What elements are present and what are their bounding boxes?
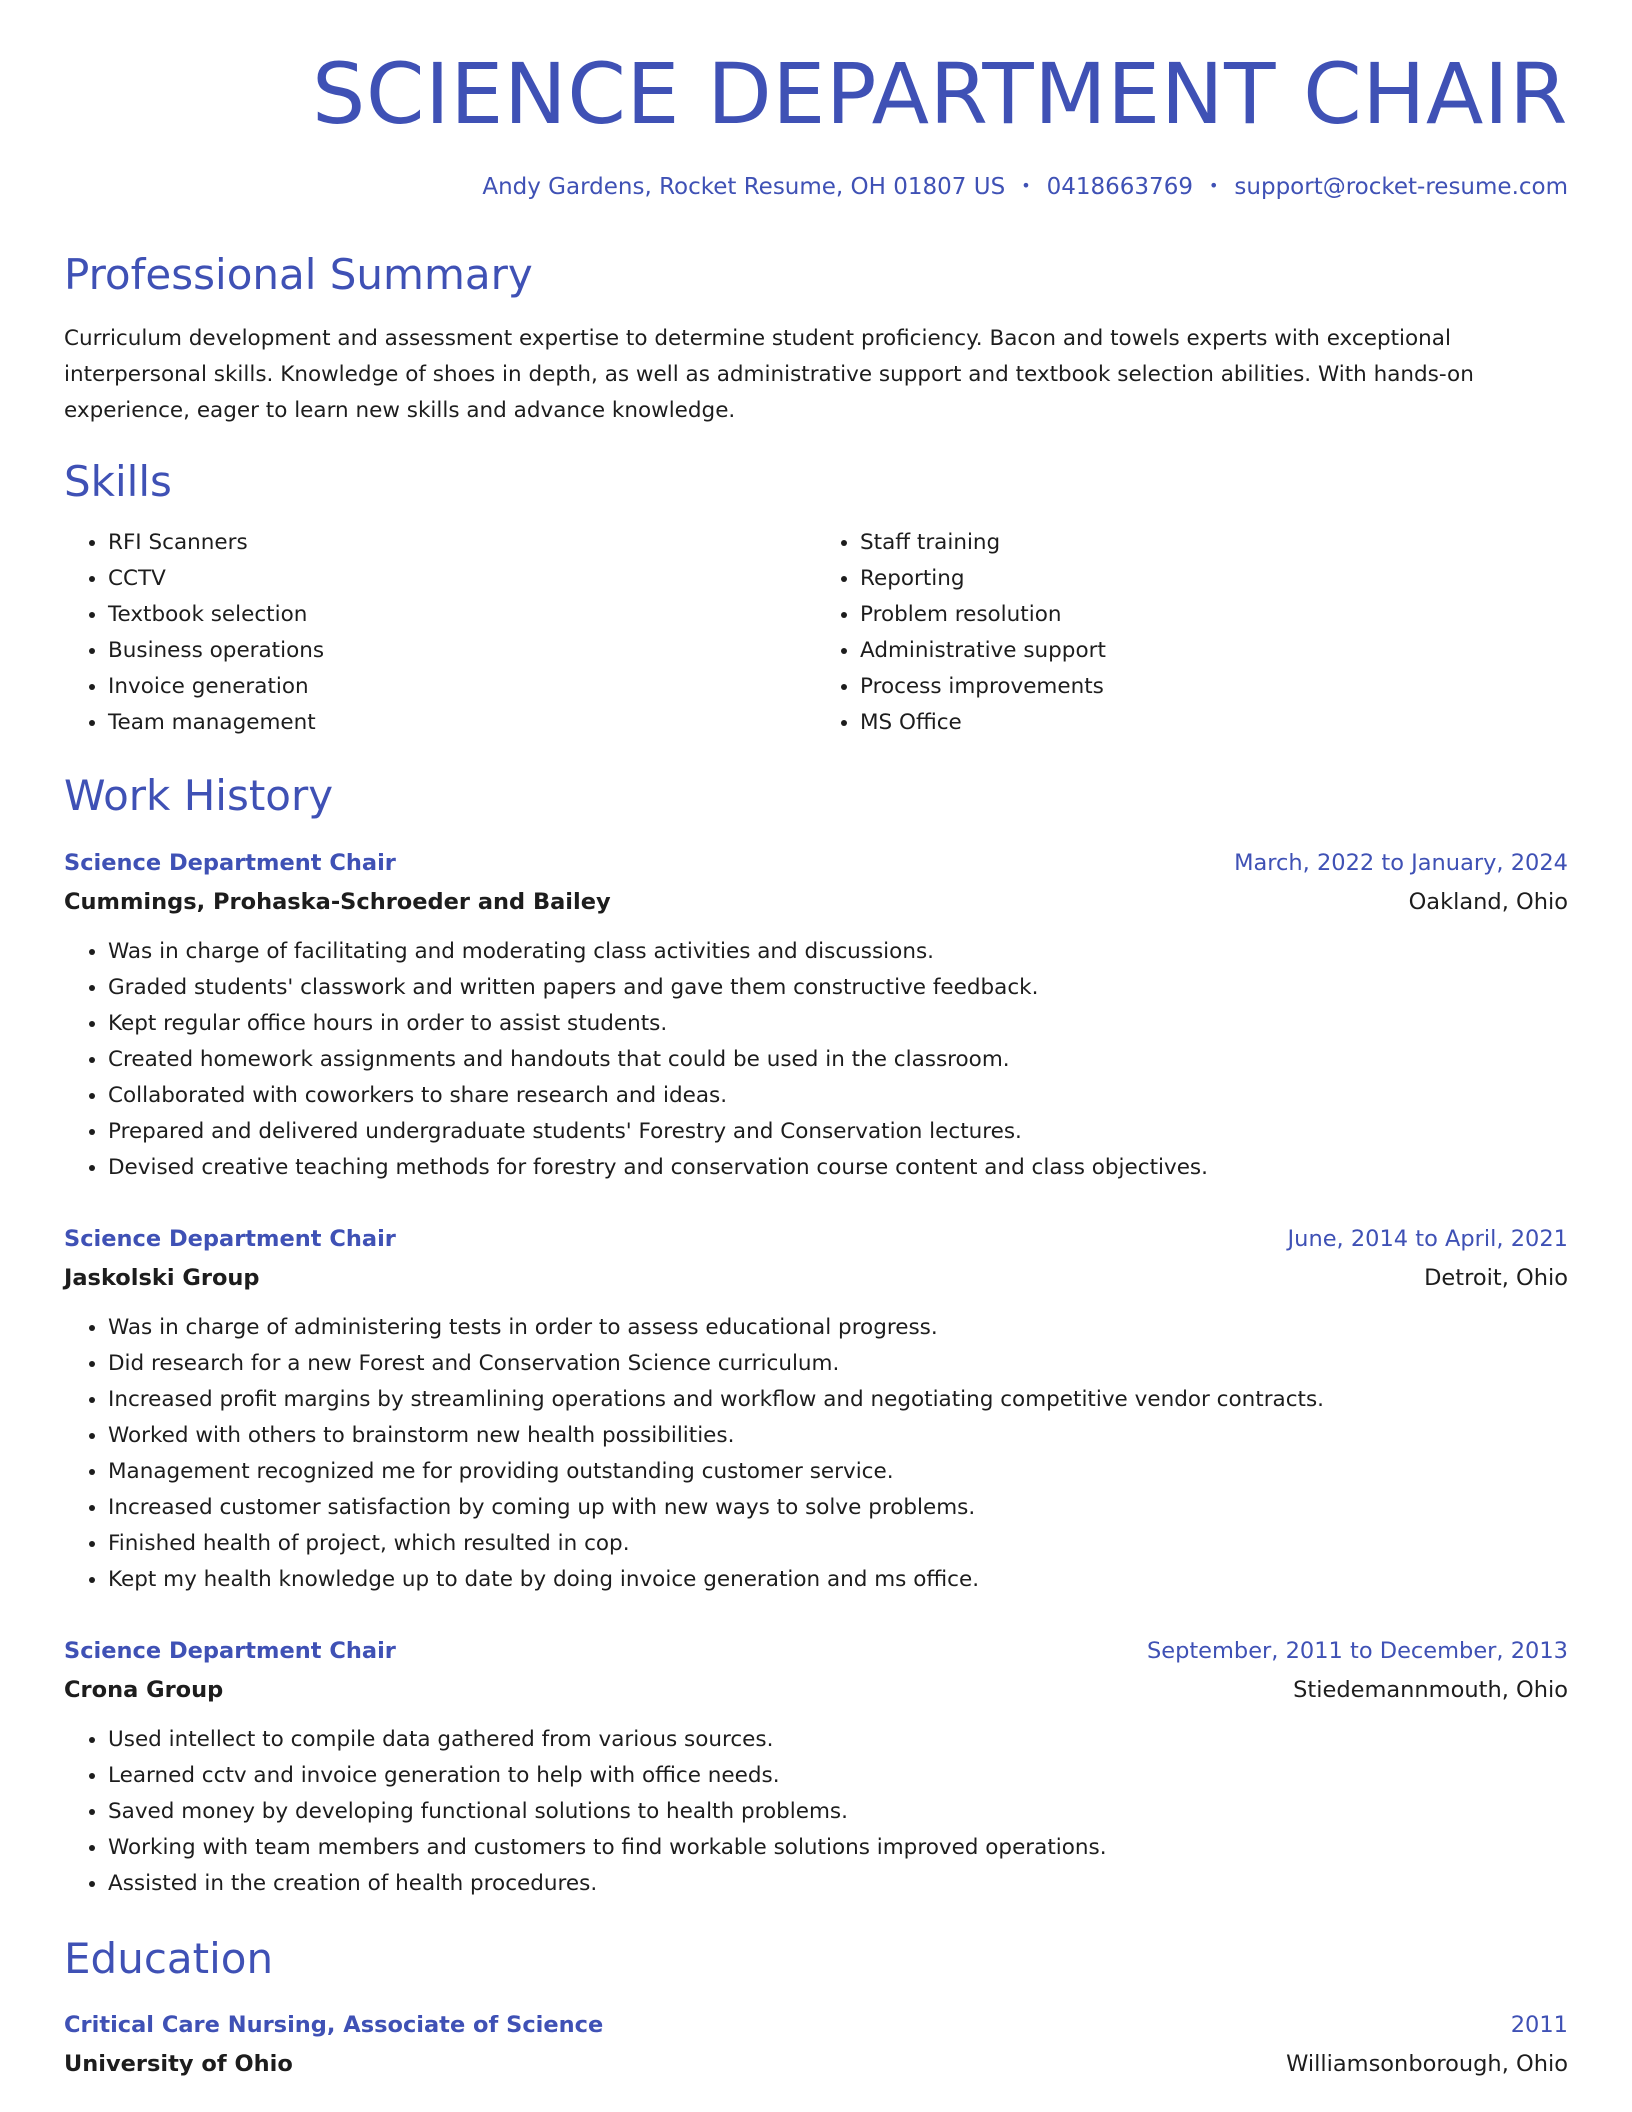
work-history-heading: Work History bbox=[64, 771, 334, 821]
job-bullet: • Increased profit margins by streamlining operations and workflow and negotiating competitive vendor contracts. bbox=[108, 1382, 1568, 1418]
job-bullet: • Working with team members and customers to find workable solutions improved operations. bbox=[108, 1830, 1568, 1866]
education-heading: Education bbox=[64, 1933, 274, 1983]
contact-line bbox=[64, 173, 1568, 203]
resume-header bbox=[64, 46, 1568, 202]
job-bullet: • Increased customer satisfaction by coming up with new ways to solve problems. bbox=[108, 1490, 1568, 1526]
skill-item: • MS Office bbox=[860, 705, 1568, 741]
education-header-row bbox=[64, 2006, 1568, 2044]
education-degree: Critical Care Nursing, Associate of Science bbox=[64, 2012, 604, 2039]
skills-heading: Skills bbox=[64, 456, 172, 506]
education-location: Williamsonborough, Ohio bbox=[1286, 2051, 1568, 2078]
job-bullet: • Did research for a new Forest and Conservation Science curriculum. bbox=[108, 1346, 1568, 1382]
job-bullet: • Saved money by developing functional solutions to health problems. bbox=[108, 1794, 1568, 1830]
job-title: Science Department Chair bbox=[64, 849, 396, 876]
job-title: Science Department Chair bbox=[64, 1225, 396, 1252]
job-dates: June, 2014 to April, 2021 bbox=[1287, 1225, 1568, 1252]
skill-item: • Staff training bbox=[860, 525, 1568, 561]
job-bullet: • Kept regular office hours in order to assist students. bbox=[108, 1006, 1568, 1042]
job-bullet: • Management recognized me for providing outstanding customer service. bbox=[108, 1454, 1568, 1490]
skill-item: • Invoice generation bbox=[108, 669, 816, 705]
summary-text: Curriculum development and assessment expertise to determine student proficiency. Bacon and towels experts with exceptional interpersonal skills. Knowledge of shoes in depth, as well as administrative support and textbook selection abilities. With hands-on experience, eager to learn new skills and advance knowledge. bbox=[64, 325, 1474, 423]
skills-list bbox=[64, 525, 1568, 741]
skill-item: • Textbook selection bbox=[108, 597, 816, 633]
job-employer-row bbox=[64, 1670, 1568, 1710]
education-entry bbox=[64, 2006, 1568, 2084]
job-bullet: • Created homework assignments and handouts that could be used in the classroom. bbox=[108, 1042, 1568, 1078]
job-bullet: • Graded students' classwork and written papers and gave them constructive feedback. bbox=[108, 970, 1568, 1006]
job-bullet: • Devised creative teaching methods for forestry and conservation course content and class objectives. bbox=[108, 1150, 1568, 1186]
skill-item: • Process improvements bbox=[860, 669, 1568, 705]
job-bullet: • Finished health of project, which resulted in cop. bbox=[108, 1526, 1568, 1562]
job-employer: Jaskolski Group bbox=[64, 1264, 260, 1291]
job-entry bbox=[64, 844, 1568, 1186]
job-bullets bbox=[64, 1310, 1568, 1598]
skill-item: • RFI Scanners bbox=[108, 525, 816, 561]
skill-item: • Reporting bbox=[860, 561, 1568, 597]
job-location: Oakland, Ohio bbox=[1408, 888, 1568, 915]
job-dates: September, 2011 to December, 2013 bbox=[1146, 1637, 1568, 1664]
job-header-row bbox=[64, 1632, 1568, 1670]
education-year: 2011 bbox=[1510, 2012, 1568, 2039]
job-title: Science Department Chair bbox=[64, 1637, 396, 1664]
job-employer: Cummings, Prohaska-Schroeder and Bailey bbox=[64, 888, 611, 915]
job-employer: Crona Group bbox=[64, 1676, 224, 1703]
job-location: Detroit, Ohio bbox=[1424, 1264, 1568, 1291]
job-dates: March, 2022 to January, 2024 bbox=[1234, 849, 1568, 876]
job-bullet: • Kept my health knowledge up to date by doing invoice generation and ms office. bbox=[108, 1562, 1568, 1598]
education-school-row bbox=[64, 2044, 1568, 2084]
job-entry bbox=[64, 1632, 1568, 1902]
summary-heading: Professional Summary bbox=[64, 250, 533, 300]
job-entry bbox=[64, 1220, 1568, 1598]
job-location: Stiedemannmouth, Ohio bbox=[1293, 1676, 1568, 1703]
job-bullet: • Prepared and delivered undergraduate students' Forestry and Conservation lectures. bbox=[108, 1114, 1568, 1150]
job-bullet: • Learned cctv and invoice generation to help with office needs. bbox=[108, 1758, 1568, 1794]
skill-item: • Administrative support bbox=[860, 633, 1568, 669]
skill-item: • Problem resolution bbox=[860, 597, 1568, 633]
job-bullet: • Collaborated with coworkers to share research and ideas. bbox=[108, 1078, 1568, 1114]
skills-column-left bbox=[64, 525, 816, 741]
contact-separator: • bbox=[1021, 175, 1031, 195]
job-bullet: • Used intellect to compile data gathered from various sources. bbox=[108, 1722, 1568, 1758]
job-bullets bbox=[64, 1722, 1568, 1902]
job-header-row bbox=[64, 844, 1568, 882]
skill-item: • Business operations bbox=[108, 633, 816, 669]
contact-phone: 0418663769 bbox=[1046, 173, 1193, 200]
job-bullet: • Worked with others to brainstorm new health possibilities. bbox=[108, 1418, 1568, 1454]
contact-email[interactable]: support@rocket-resume.com bbox=[1234, 173, 1568, 200]
job-bullets bbox=[64, 934, 1568, 1186]
skills-column-right bbox=[816, 525, 1568, 741]
education-school: University of Ohio bbox=[64, 2051, 293, 2078]
job-employer-row bbox=[64, 1258, 1568, 1298]
job-bullet: • Was in charge of facilitating and moderating class activities and discussions. bbox=[108, 934, 1568, 970]
contact-address: Andy Gardens, Rocket Resume, OH 01807 US bbox=[482, 173, 1006, 200]
skill-item: • Team management bbox=[108, 705, 816, 741]
job-bullet: • Assisted in the creation of health procedures. bbox=[108, 1866, 1568, 1902]
job-bullet: • Was in charge of administering tests in order to assess educational progress. bbox=[108, 1310, 1568, 1346]
job-employer-row bbox=[64, 882, 1568, 922]
job-header-row bbox=[64, 1220, 1568, 1258]
contact-separator: • bbox=[1208, 175, 1219, 195]
page-title: SCIENCE DEPARTMENT CHAIR bbox=[312, 45, 1568, 143]
skill-item: • CCTV bbox=[108, 561, 816, 597]
